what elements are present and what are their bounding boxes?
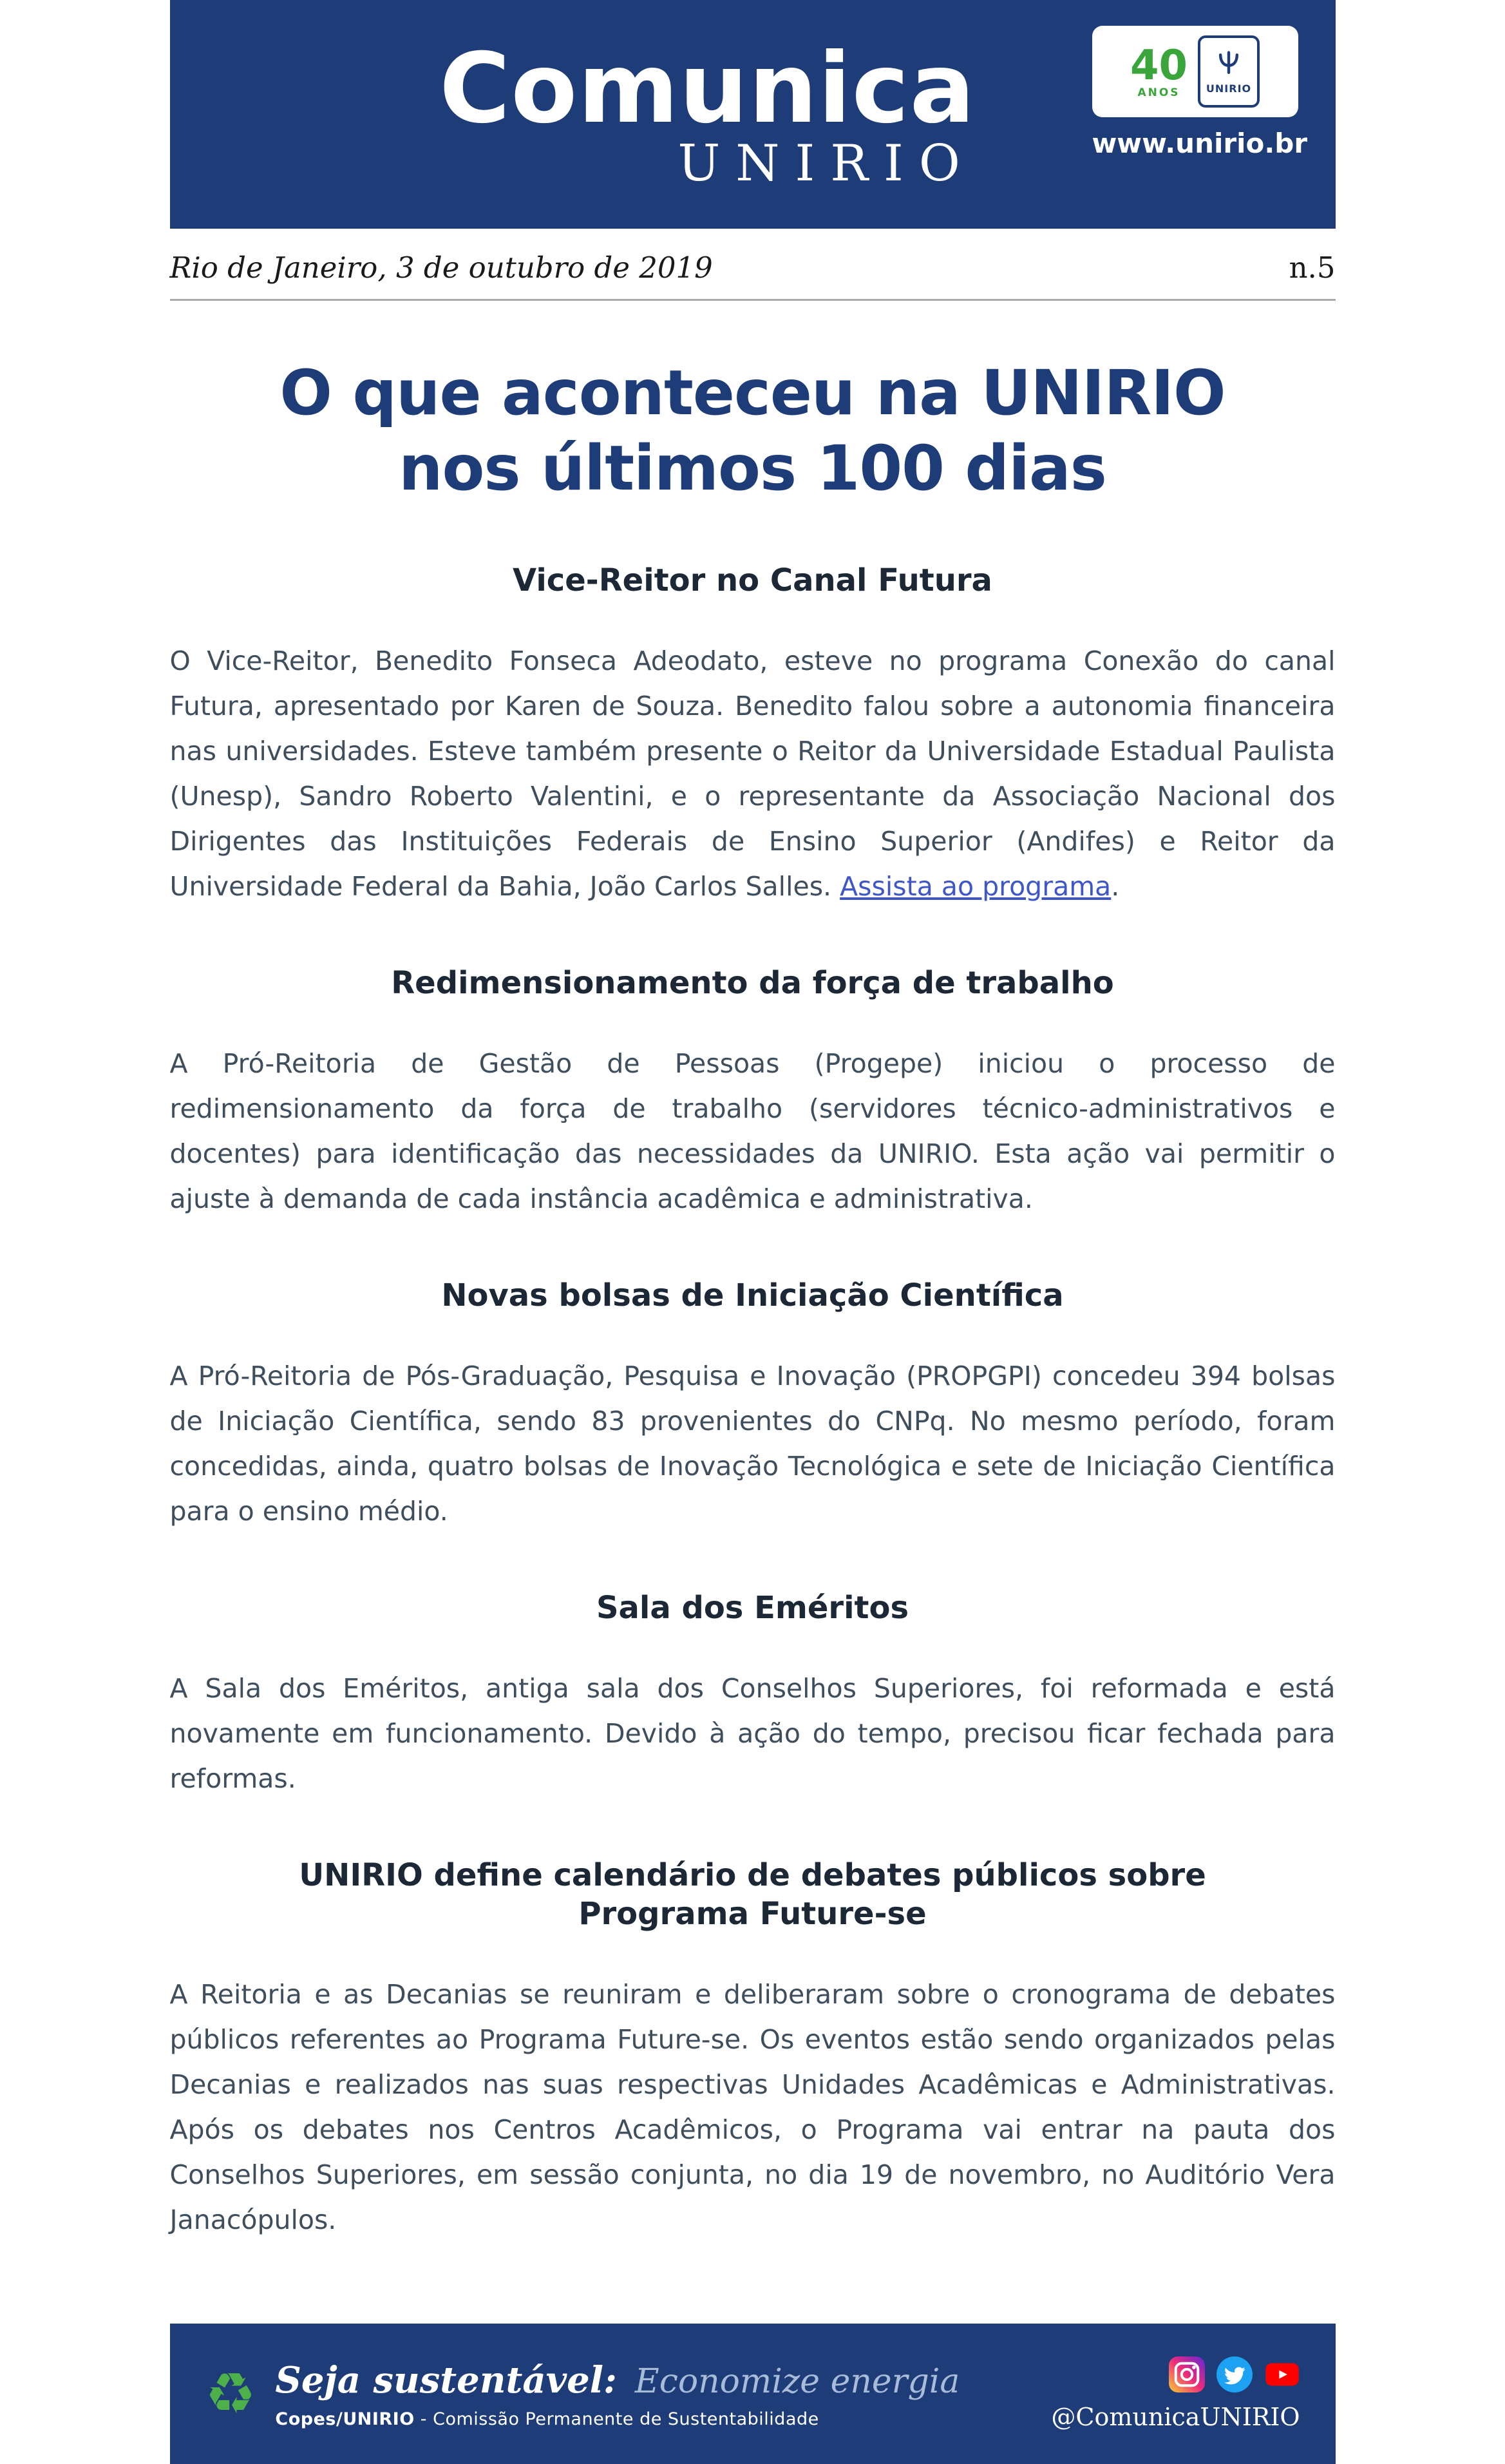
dateline-date: Rio de Janeiro, 3 de outubro de 2019 [169, 251, 713, 285]
logo-box [1092, 26, 1298, 117]
brand-title: Comunica [439, 32, 976, 145]
brand-subtitle: UNIRIO [677, 134, 976, 193]
page-title [212, 356, 1294, 506]
section-sala-dos-emeritos [170, 1589, 1336, 1801]
section-redimensionamento [170, 964, 1336, 1221]
section-paragraph: A Pró-Reitoria de Gestão de Pessoas (Progepe) iniciou o processo de redimensionamento da força de trabalho (servidores técnico-administrativos e docentes) para identificação das necessidades da UNIRIO. Esta ação vai permitir o ajuste à demanda de cada instância acadêmica e administrativa. [169, 1048, 1336, 1215]
section-paragraph: A Pró-Reitoria de Pós-Graduação, Pesquisa e Inovação (PROPGPI) concedeu 394 bolsas de Iniciação Científica, sendo 83 provenientes do CNPq. No mesmo período, foram concedidas, ainda, quatro bolsas de Inovação Tecnológica e sete de Iniciação Científica para o ensino médio. [169, 1361, 1336, 1527]
masthead [170, 0, 1336, 229]
social-handle-link[interactable]: @ComunicaUNIRIO [1051, 2403, 1300, 2431]
youtube-icon[interactable] [1264, 2356, 1300, 2392]
section-heading: Redimensionamento da força de trabalho [391, 965, 1114, 1002]
section-bolsas-iniciacao-cientifica [170, 1276, 1336, 1534]
footer-social [1051, 2356, 1300, 2431]
recycle-icon: ♻ [205, 2360, 256, 2427]
issue-number: n.5 [1289, 251, 1336, 285]
page-title-line1: O que aconteceu na UNIRIO [279, 357, 1226, 429]
footer-sustainability [205, 2359, 960, 2429]
paragraph-text: O Vice-Reitor, Benedito Fonseca Adeodato, esteve no programa Conexão do canal Futura, apresentado por Karen de Souza. Benedito falou sobre a autonomia financeira nas universidades. Esteve também presente o Reitor da Universidade Estadual Paulista (Unesp), Sandro Roberto Valentini, e o representante da Associação Nacional dos Dirigentes das Instituições Federais de Ensino Superior (Andifes) e Reitor da Universidade Federal da Bahia, João Carlos Salles. [169, 645, 1336, 903]
section-paragraph: A Reitoria e as Decanias se reuniram e deliberaram sobre o cronograma de debates públicos referentes ao Programa Future-se. Os eventos estão sendo organizados pelas Decanias e realizados nas suas respectivas Unidades Acadêmicas e Administrativas. Após os debates nos Centros Acadêmicos, o Programa vai entrar na pauta dos Conselhos Superiores, em sessão conjunta, no dia 19 de novembro, no Auditório Vera Janacópulos. [169, 1979, 1336, 2236]
forty-years-number: 40 [1130, 41, 1188, 90]
section-vice-reitor-canal-futura [170, 561, 1336, 909]
section-debates-future-se [170, 1856, 1336, 2242]
footer-banner [170, 2324, 1336, 2464]
section-heading: Novas bolsas de Iniciação Científica [441, 1277, 1064, 1314]
forty-years-caption: ANOS [1137, 86, 1180, 99]
brand-lockup [439, 32, 976, 193]
unirio-crest-label: UNIRIO [1206, 82, 1252, 95]
org-description: - Comissão Permanente de Sustentabilidade [414, 2409, 819, 2429]
footer-slogan-block [275, 2359, 960, 2429]
section-heading: Sala dos Eméritos [596, 1590, 909, 1627]
instagram-icon[interactable] [1169, 2356, 1205, 2392]
unirio-crest-icon [1215, 49, 1243, 80]
section-paragraph [170, 638, 1336, 909]
assista-ao-programa-link[interactable]: Assista ao programa [840, 871, 1112, 903]
section-paragraph: A Sala dos Eméritos, antiga sala dos Conselhos Superiores, foi reformada e está novamente em funcionamento. Devido à ação do tempo, precisou ficar fechada para reformas. [169, 1673, 1336, 1795]
org-name: Copes/UNIRIO [275, 2409, 415, 2429]
divider-rule [170, 299, 1336, 301]
website-link[interactable]: www.unirio.br [1092, 128, 1308, 159]
paragraph-text-after-link: . [1111, 871, 1120, 903]
newsletter-body [170, 506, 1336, 2242]
section-heading: Vice-Reitor no Canal Futura [513, 562, 992, 599]
slogan-value: Economize energia [634, 2362, 960, 2401]
social-icons-row [1169, 2356, 1300, 2392]
sustainability-org-line [275, 2409, 960, 2429]
forty-years-logo [1130, 41, 1188, 99]
logo-stack [1092, 26, 1308, 159]
slogan-label: Seja sustentável: [275, 2358, 617, 2402]
section-heading: UNIRIO define calendário de debates públicos sobre Programa Future-se [299, 1857, 1206, 1933]
footer-slogan-row [275, 2359, 960, 2402]
twitter-icon[interactable] [1216, 2356, 1253, 2392]
dateline [170, 251, 1336, 285]
unirio-crest-logo [1198, 35, 1260, 108]
page-title-line2: nos últimos 100 dias [399, 432, 1106, 505]
